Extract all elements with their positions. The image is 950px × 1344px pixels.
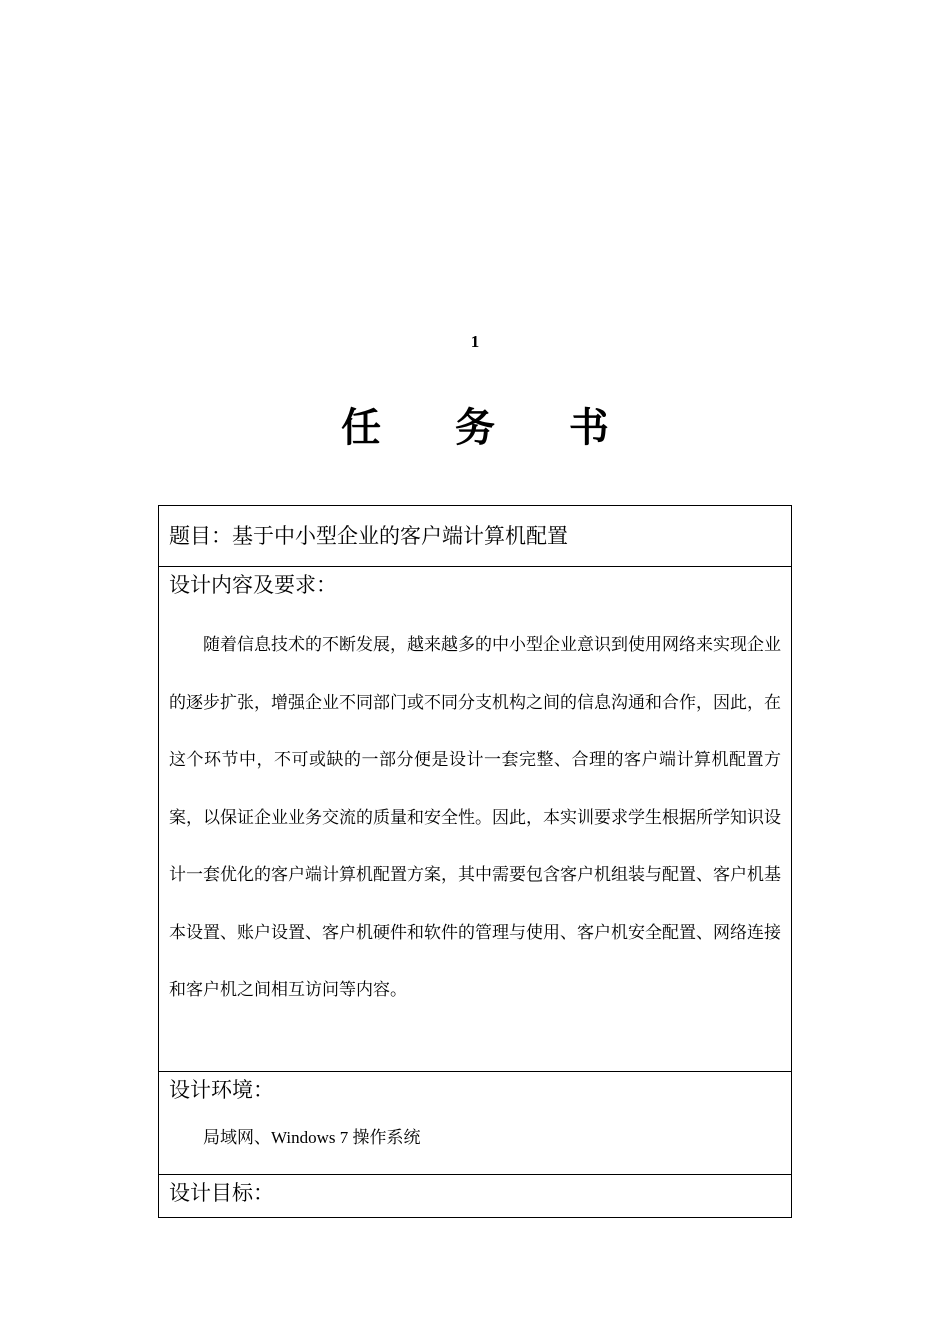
environment-row xyxy=(159,1072,792,1175)
goal-cell xyxy=(159,1175,792,1218)
content-paragraph: 随着信息技术的不断发展，越来越多的中小型企业意识到使用网络来实现企业的逐步扩张，增强企业不同部门或不同分支机构之间的信息沟通和合作，因此，在这个环节中，不可或缺的一部分便是设计一套完整、合理的客户端计算机配置方案，以保证企业业务交流的质量和安全性。因此，本实训要求学生根据所学知识设计一套优化的客户端计算机配置方案，其中需要包含客户机组装与配置、客户机基本设置、账户设置、客户机硬件和软件的管理与使用、客户机安全配置、网络连接和客户机之间相互访问等内容。 xyxy=(169,635,781,1000)
page-number: 1 xyxy=(470,332,480,351)
environment-label: 设计环境： xyxy=(169,1078,274,1102)
environment-text: 局域网、Windows 7 操作系统 xyxy=(203,1128,421,1147)
document-title: 任 务 书 xyxy=(341,405,639,451)
task-table xyxy=(158,505,792,1218)
environment-cell xyxy=(159,1072,792,1175)
content-cell xyxy=(159,567,792,1072)
topic-text: 题目：基于中小型企业的客户端计算机配置 xyxy=(169,524,568,548)
goal-label: 设计目标： xyxy=(169,1181,274,1205)
content-label: 设计内容及要求： xyxy=(169,573,337,597)
content-row xyxy=(159,567,792,1072)
topic-row xyxy=(159,506,792,567)
topic-cell xyxy=(159,506,792,567)
goal-row xyxy=(159,1175,792,1218)
